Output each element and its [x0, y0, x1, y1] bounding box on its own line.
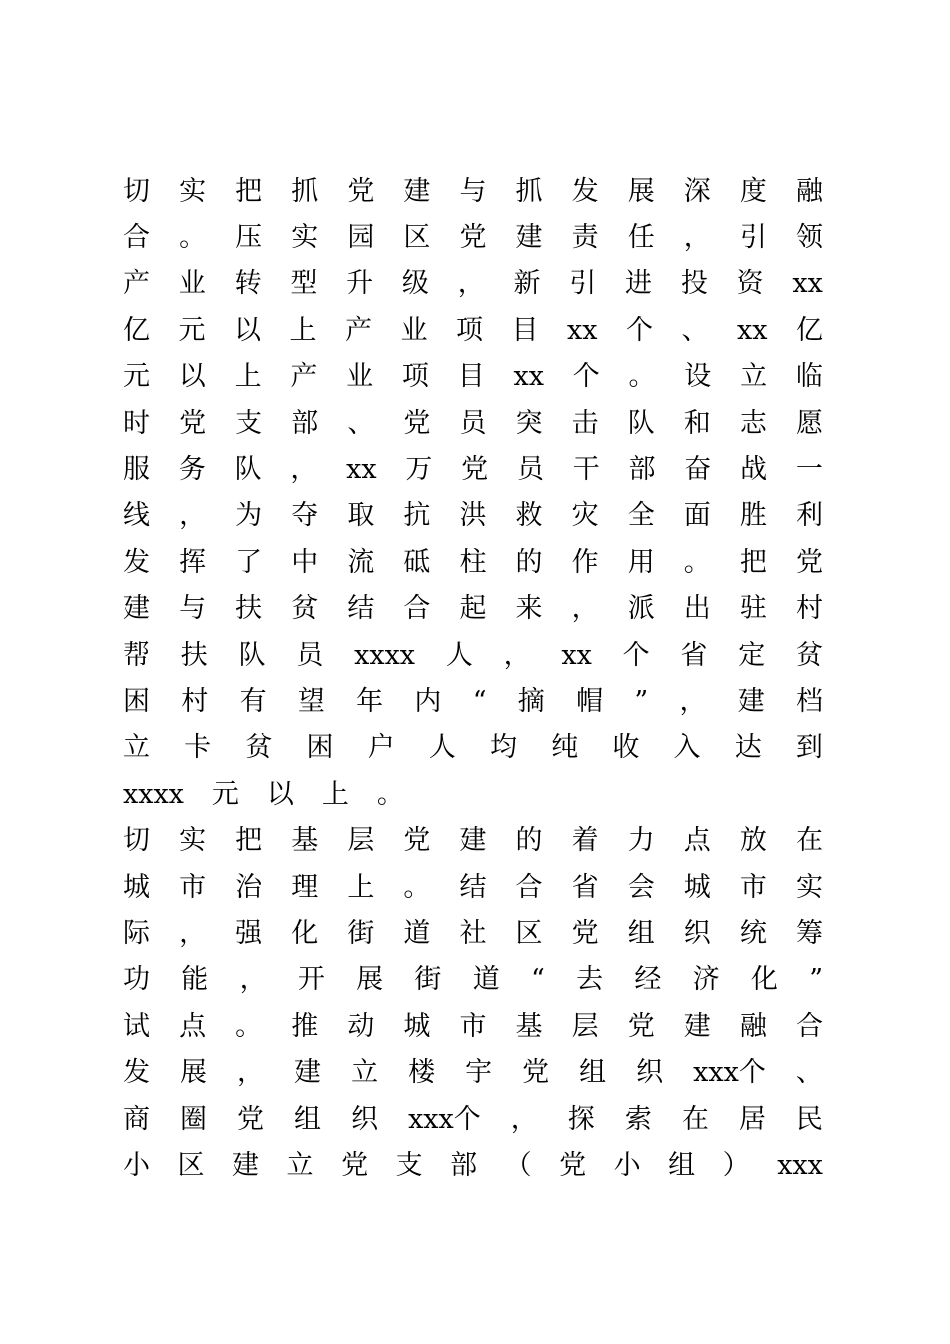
text-line: [123, 400, 823, 446]
text-char: 经: [634, 964, 662, 996]
text-char: 党: [461, 454, 489, 486]
text-char: 。: [179, 222, 207, 254]
text-char: 基: [515, 1010, 543, 1042]
text-char: 市: [739, 871, 767, 903]
text-char: 引: [739, 222, 767, 254]
text-char: 楼: [408, 1057, 436, 1089]
text-line: [123, 817, 823, 863]
text-char: 织: [683, 917, 711, 949]
text-char: 设: [684, 361, 712, 393]
text-char: “: [530, 964, 545, 996]
text-char: 发: [123, 1057, 150, 1089]
text-char: 一: [795, 454, 823, 486]
text-char: ，: [239, 964, 267, 996]
text-char: 灾: [571, 500, 599, 532]
text-char: 组: [627, 917, 655, 949]
text-char: ，: [179, 500, 207, 532]
text-char: 展: [627, 175, 655, 207]
text-char: 实: [291, 222, 319, 254]
text-char: 在: [681, 1103, 709, 1135]
text-char: xx: [736, 314, 768, 346]
text-char: 把: [235, 825, 263, 857]
text-char: 放: [739, 825, 767, 857]
text-char: 贫: [245, 732, 273, 764]
text-char: 救: [515, 500, 543, 532]
text-char: 城: [123, 871, 150, 903]
text-line: [123, 354, 823, 400]
text-char: 任: [627, 222, 655, 254]
text-char: 到: [795, 732, 823, 764]
text-char: ，: [679, 685, 707, 717]
text-char: 卡: [184, 732, 212, 764]
text-char: 支: [395, 1149, 423, 1181]
text-char: xx: [346, 454, 377, 486]
text-char: 的: [515, 825, 543, 857]
text-line: [123, 678, 823, 724]
text-char: 建: [123, 593, 150, 625]
text-char: ，: [457, 268, 485, 300]
text-char: 务: [178, 454, 206, 486]
text-char: 帽: [576, 685, 604, 717]
text-char: 织: [351, 1103, 379, 1135]
text-char: 合: [515, 871, 543, 903]
text-char: 省: [571, 871, 599, 903]
text-char: 、: [347, 407, 375, 439]
text-char: 队: [234, 454, 262, 486]
text-char: xxx个: [408, 1103, 481, 1135]
text-char: 目: [457, 361, 485, 393]
text-char: 干: [572, 454, 600, 486]
text-char: 着: [571, 825, 599, 857]
text-char: 困: [123, 685, 150, 717]
text-char: ，: [571, 593, 599, 625]
text-char: 的: [515, 546, 543, 578]
text-char: 队: [238, 639, 266, 671]
text-char: 压: [235, 222, 263, 254]
text-char: 了: [235, 546, 263, 578]
text-char: 项: [401, 361, 429, 393]
text-char: 建: [232, 1149, 260, 1181]
text-char: 均: [490, 732, 518, 764]
text-char: 织: [636, 1057, 664, 1089]
text-char: 市: [459, 1010, 487, 1042]
text-char: 度: [739, 175, 767, 207]
text-line: [123, 493, 823, 539]
text-char: 万: [405, 454, 433, 486]
text-char: 部: [450, 1149, 478, 1181]
text-char: 党: [237, 1103, 265, 1135]
text-char: 党: [571, 917, 599, 949]
text-char: 档: [796, 685, 823, 717]
text-char: 深: [683, 175, 711, 207]
text-line: [123, 864, 823, 910]
text-line: [123, 771, 823, 817]
text-char: 道: [472, 964, 500, 996]
text-char: 市: [179, 871, 207, 903]
text-char: 作: [571, 546, 599, 578]
text-line: [123, 1142, 823, 1188]
text-char: 居: [738, 1103, 766, 1135]
text-char: 道: [403, 917, 431, 949]
text-char: 发: [571, 175, 599, 207]
text-line: [123, 1049, 823, 1095]
text-char: （: [504, 1149, 532, 1181]
text-char: 胜: [739, 500, 767, 532]
text-char: 党: [347, 175, 375, 207]
text-char: 化: [750, 964, 778, 996]
text-char: ，: [237, 1057, 265, 1089]
text-char: 个: [625, 314, 653, 346]
text-char: 利: [795, 500, 823, 532]
text-char: xx: [567, 314, 598, 346]
text-char: 小: [123, 1149, 150, 1181]
text-char: 产: [345, 314, 372, 346]
text-char: 点: [179, 1010, 207, 1042]
text-char: 取: [347, 500, 375, 532]
text-char: xxx: [777, 1149, 823, 1181]
text-char: 困: [306, 732, 334, 764]
text-char: 立: [123, 732, 150, 764]
text-line: [123, 725, 823, 771]
text-char: 功: [123, 964, 150, 996]
text-char: 建: [683, 1010, 711, 1042]
text-char: 融: [795, 175, 823, 207]
text-char: 小: [613, 1149, 641, 1181]
text-char: 区: [403, 222, 431, 254]
text-char: 党: [179, 407, 207, 439]
text-line: [123, 586, 823, 632]
text-char: 部: [291, 407, 319, 439]
text-char: 以: [266, 778, 294, 810]
text-char: 抓: [515, 175, 543, 207]
text-line: [123, 957, 823, 1003]
text-char: 组: [668, 1149, 696, 1181]
text-char: 。: [403, 871, 431, 903]
text-char: 贫: [291, 593, 319, 625]
text-char: 发: [123, 546, 150, 578]
text-char: 业: [400, 314, 428, 346]
text-char: 建: [459, 825, 487, 857]
text-char: 元: [211, 778, 239, 810]
text-char: 切: [123, 175, 150, 207]
text-char: 结: [459, 871, 487, 903]
text-char: 会: [627, 871, 655, 903]
text-char: 目: [511, 314, 539, 346]
text-char: 社: [459, 917, 487, 949]
text-char: 区: [515, 917, 543, 949]
text-char: 城: [683, 871, 711, 903]
text-char: 战: [740, 454, 768, 486]
text-char: ，: [683, 222, 711, 254]
text-char: 业: [346, 361, 374, 393]
text-char: 合: [403, 593, 431, 625]
text-char: 纯: [551, 732, 579, 764]
text-char: 洪: [459, 500, 487, 532]
text-char: 临: [795, 361, 823, 393]
text-char: 人: [428, 732, 456, 764]
text-char: 以: [234, 314, 261, 346]
text-char: 在: [795, 825, 823, 857]
text-char: 产: [290, 361, 318, 393]
text-char: 合: [123, 222, 150, 254]
text-char: 内: [414, 685, 442, 717]
text-char: 业: [178, 268, 206, 300]
text-char: 党: [795, 546, 823, 578]
text-char: ，: [179, 917, 207, 949]
text-char: 党: [341, 1149, 369, 1181]
text-char: 与: [459, 175, 487, 207]
text-char: 奋: [684, 454, 712, 486]
text-char: 把: [739, 546, 767, 578]
text-char: 民: [795, 1103, 823, 1135]
text-char: 来: [515, 593, 543, 625]
text-char: 强: [235, 917, 263, 949]
text-line: [123, 261, 823, 307]
text-char: 立: [351, 1057, 379, 1089]
text-char: 投: [680, 268, 708, 300]
text-char: ）: [722, 1149, 750, 1181]
text-char: 志: [739, 407, 767, 439]
text-char: 结: [347, 593, 375, 625]
text-char: 出: [683, 593, 711, 625]
text-char: 有: [239, 685, 267, 717]
text-char: 中: [291, 546, 319, 578]
text-char: 个: [572, 361, 600, 393]
text-char: 上: [321, 778, 349, 810]
text-char: 挥: [179, 546, 207, 578]
text-char: 抓: [291, 175, 319, 207]
text-char: 贫: [795, 639, 823, 671]
text-char: 村: [181, 685, 209, 717]
text-char: 展: [180, 1057, 208, 1089]
text-char: 队: [627, 407, 655, 439]
text-char: 项: [456, 314, 483, 346]
text-char: 、: [681, 314, 709, 346]
text-char: 服: [123, 454, 150, 486]
text-char: 。: [683, 546, 711, 578]
text-char: 员: [296, 639, 324, 671]
text-char: 人: [445, 639, 473, 671]
text-char: 区: [177, 1149, 205, 1181]
text-char: 部: [628, 454, 656, 486]
text-line: [123, 214, 823, 260]
text-char: 为: [235, 500, 263, 532]
text-char: 党: [403, 825, 431, 857]
text-char: 。: [376, 778, 404, 810]
text-char: 展: [356, 964, 384, 996]
text-line: [123, 168, 823, 214]
text-char: 建: [737, 685, 765, 717]
text-char: 与: [179, 593, 207, 625]
text-char: 扶: [235, 593, 263, 625]
text-char: 全: [627, 500, 655, 532]
text-char: 转: [234, 268, 262, 300]
text-char: 员: [516, 454, 544, 486]
text-char: xx: [561, 639, 592, 671]
text-char: xxxx: [123, 778, 184, 810]
text-char: 型: [290, 268, 318, 300]
text-char: 立: [286, 1149, 314, 1181]
text-char: 党: [627, 1010, 655, 1042]
text-char: 党: [403, 407, 431, 439]
text-char: 层: [347, 825, 375, 857]
text-char: 望: [297, 685, 325, 717]
text-char: ，: [503, 639, 531, 671]
text-char: 元: [178, 314, 206, 346]
text-char: 党: [559, 1149, 587, 1181]
text-char: 收: [612, 732, 640, 764]
text-char: 砥: [403, 546, 431, 578]
text-char: 。: [628, 361, 656, 393]
text-char: ”: [809, 964, 823, 996]
text-char: 驻: [739, 593, 767, 625]
text-char: 员: [459, 407, 487, 439]
text-line: [123, 539, 823, 585]
text-line: [123, 446, 823, 492]
text-char: 城: [403, 1010, 431, 1042]
text-char: 济: [692, 964, 720, 996]
text-char: 实: [795, 871, 823, 903]
text-char: 理: [291, 871, 319, 903]
text-char: 击: [571, 407, 599, 439]
text-char: 抗: [403, 500, 431, 532]
text-char: 时: [123, 407, 150, 439]
text-char: 升: [346, 268, 374, 300]
text-char: 推: [291, 1010, 319, 1042]
text-char: 帮: [123, 639, 150, 671]
text-char: 合: [795, 1010, 823, 1042]
text-char: ”: [634, 685, 649, 717]
text-char: 去: [576, 964, 604, 996]
text-char: 责: [571, 222, 599, 254]
text-char: 上: [289, 314, 317, 346]
text-char: 建: [294, 1057, 322, 1089]
text-char: 圈: [180, 1103, 208, 1135]
text-char: 新: [513, 268, 541, 300]
text-char: 省: [680, 639, 708, 671]
text-char: 探: [567, 1103, 595, 1135]
text-char: 切: [123, 825, 150, 857]
text-char: 个: [622, 639, 650, 671]
text-char: 资: [736, 268, 764, 300]
body-text: [123, 168, 823, 1189]
text-char: “: [472, 685, 487, 717]
text-char: 摘: [517, 685, 545, 717]
text-char: 、: [795, 1057, 823, 1089]
text-char: xxx个: [693, 1057, 766, 1089]
text-char: 元: [123, 361, 150, 393]
text-char: 户: [367, 732, 395, 764]
text-char: 年: [356, 685, 384, 717]
text-char: 流: [347, 546, 375, 578]
text-char: 力: [627, 825, 655, 857]
text-char: 实: [179, 175, 207, 207]
text-char: 商: [123, 1103, 150, 1135]
text-char: 党: [522, 1057, 550, 1089]
text-line: [123, 1003, 823, 1049]
text-line: [123, 1096, 823, 1142]
text-char: 起: [459, 593, 487, 625]
text-char: 上: [234, 361, 262, 393]
text-char: 支: [235, 407, 263, 439]
text-char: 试: [123, 1010, 150, 1042]
text-char: 索: [624, 1103, 652, 1135]
text-char: 筹: [795, 917, 823, 949]
text-char: 定: [738, 639, 766, 671]
text-char: 园: [347, 222, 375, 254]
text-char: 建: [403, 175, 431, 207]
text-char: 实: [179, 825, 207, 857]
text-char: 亿: [123, 314, 150, 346]
text-char: 层: [571, 1010, 599, 1042]
text-char: 街: [414, 964, 442, 996]
text-char: 街: [347, 917, 375, 949]
text-char: 上: [347, 871, 375, 903]
text-char: 柱: [459, 546, 487, 578]
text-char: 产: [123, 268, 150, 300]
text-char: 融: [739, 1010, 767, 1042]
text-char: 把: [235, 175, 263, 207]
text-char: 治: [235, 871, 263, 903]
text-char: 基: [291, 825, 319, 857]
text-char: 组: [579, 1057, 607, 1089]
text-char: 线: [123, 500, 150, 532]
text-char: 引: [569, 268, 597, 300]
text-char: xxxx: [354, 639, 416, 671]
text-char: 级: [401, 268, 429, 300]
text-char: 点: [683, 825, 711, 857]
text-char: ，: [290, 454, 318, 486]
text-char: 用: [627, 546, 655, 578]
text-char: 化: [291, 917, 319, 949]
text-char: 能: [181, 964, 209, 996]
text-char: 和: [683, 407, 711, 439]
text-char: 动: [347, 1010, 375, 1042]
text-char: 开: [297, 964, 325, 996]
text-char: 党: [459, 222, 487, 254]
text-char: 面: [683, 500, 711, 532]
text-char: 达: [734, 732, 762, 764]
text-char: 派: [627, 593, 655, 625]
text-line: [123, 632, 823, 678]
text-char: 际: [123, 917, 150, 949]
text-line: [123, 307, 823, 353]
text-char: 建: [515, 222, 543, 254]
text-char: 领: [795, 222, 823, 254]
text-char: 亿: [795, 314, 823, 346]
text-char: 突: [515, 407, 543, 439]
text-char: 统: [739, 917, 767, 949]
text-char: 立: [740, 361, 768, 393]
text-char: 愿: [795, 407, 823, 439]
text-char: xx: [513, 361, 544, 393]
text-char: 以: [178, 361, 206, 393]
text-char: 村: [795, 593, 823, 625]
text-char: 扶: [180, 639, 208, 671]
text-line: [123, 910, 823, 956]
text-char: 。: [235, 1010, 263, 1042]
text-char: ，: [510, 1103, 538, 1135]
text-char: 组: [294, 1103, 322, 1135]
text-char: 夺: [291, 500, 319, 532]
text-char: 入: [673, 732, 701, 764]
text-char: 宇: [465, 1057, 493, 1089]
text-char: xx: [792, 268, 823, 300]
text-char: 进: [625, 268, 653, 300]
